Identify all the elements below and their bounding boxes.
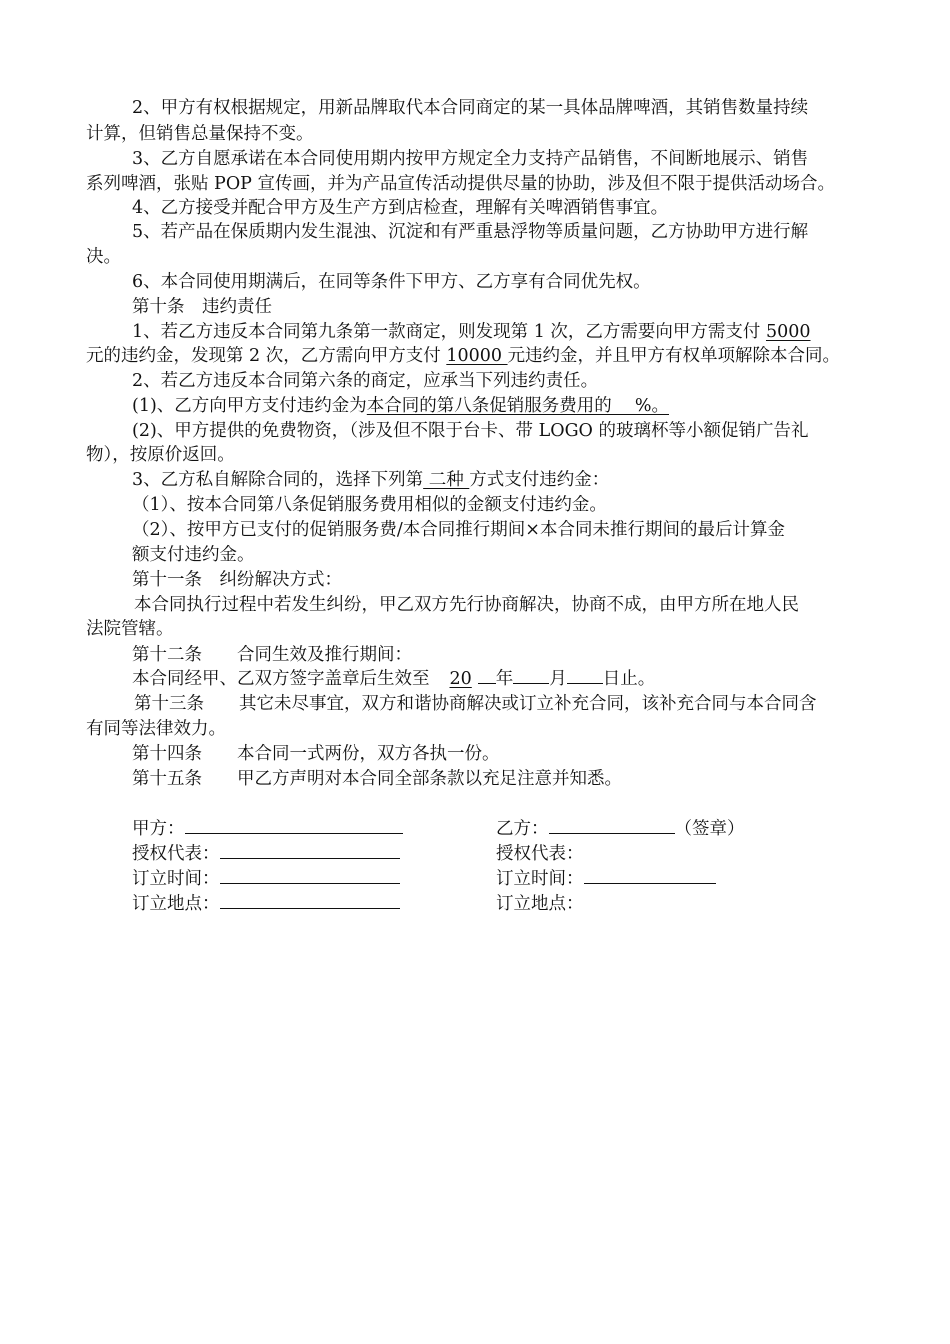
article-10-p2-item2-line2: 物），按原价返回。	[86, 445, 235, 465]
article-10-p1-text: 1、若乙方违反本合同第九条第一款商定，则发现第 1 次，乙方需要向甲方需支付	[132, 322, 766, 342]
article-10-p2-item1	[132, 394, 669, 418]
article-10-p3-item2-line1: （2）、按甲方已支付的促销服务费/本合同推行期间×本合同未推行期间的最后计算金	[132, 520, 785, 540]
p3-choice: 二种	[423, 470, 470, 490]
item1-text: (1)、乙方向甲方支付违约金为	[132, 396, 367, 416]
year-label: 年	[495, 669, 514, 689]
party-b-seal: （签章）	[674, 819, 745, 839]
party-b-date-blank	[584, 867, 716, 884]
article-10-p3	[132, 468, 609, 492]
party-b-place-label: 订立地点：	[496, 894, 584, 914]
party-a-place-row	[132, 892, 400, 916]
article-10-p2: 2、若乙方违反本合同第六条的商定，应承当下列违约责任。	[132, 371, 599, 391]
party-b-date-row	[496, 867, 716, 891]
article-12-body	[132, 667, 655, 691]
article-10-p1b-tail: 元违约金，并且甲方有权单项解除本合同。	[507, 346, 841, 366]
party-b-rep-label: 授权代表：	[496, 844, 584, 864]
month-label: 月	[549, 669, 567, 689]
article-13-line2: 有同等法律效力。	[86, 719, 226, 739]
p3-tail: 方式支付违约金：	[469, 470, 610, 490]
penalty-amount-second: 10000	[446, 346, 508, 366]
year-blank	[478, 667, 496, 684]
year-value: 20	[449, 669, 472, 689]
party-b-blank	[549, 817, 675, 834]
p3-text: 3、乙方私自解除合同的，选择下列第	[132, 470, 424, 490]
clause-4: 4、乙方接受并配合甲方及生产方到店检查，理解有关啤酒销售事宜。	[132, 198, 669, 218]
party-a-label: 甲方：	[132, 819, 185, 839]
party-a-rep-row	[132, 842, 400, 866]
party-b-row	[496, 817, 745, 841]
item1-underlined: 本合同的第八条促销服务费用的 %。	[366, 396, 669, 416]
clause-5-line1: 5、若产品在保质期内发生混浊、沉淀和有严重悬浮物等质量问题，乙方协助甲方进行解	[132, 222, 809, 242]
clause-6: 6、本合同使用期满后，在同等条件下甲方、乙方享有合同优先权。	[132, 272, 651, 292]
party-a-blank	[185, 817, 403, 834]
party-b-date-label: 订立时间：	[496, 869, 584, 889]
article-12-heading: 第十二条 合同生效及推行期间：	[132, 645, 412, 665]
article-14: 第十四条 本合同一式两份，双方各执一份。	[132, 744, 500, 764]
article-10-p1-line2	[86, 344, 840, 368]
party-a-date-label: 订立时间：	[132, 869, 220, 889]
article-10-p2-item2-line1: (2)、甲方提供的免费物资，（涉及但不限于台卡、带 LOGO 的玻璃杯等小额促销广告礼	[132, 421, 809, 441]
article-10-p1b-text: 元的违约金，发现第 2 次，乙方需向甲方支付	[86, 346, 447, 366]
party-b-rep-row	[496, 842, 584, 866]
party-a-row	[132, 817, 403, 841]
article-11-line1: 本合同执行过程中若发生纠纷，甲乙双方先行协商解决，协商不成，由甲方所在地人民	[134, 595, 799, 615]
clause-2-line1: 2、甲方有权根据规定，用新品牌取代本合同商定的某一具体品牌啤酒，其销售数量持续	[132, 98, 809, 118]
clause-5-line2: 决。	[86, 247, 121, 267]
party-a-rep-blank	[220, 842, 400, 859]
article-10-p1-line1	[132, 320, 811, 344]
day-blank	[567, 667, 603, 684]
article-10-p3-item1: （1）、按本合同第八条促销服务费用相似的金额支付违约金。	[132, 495, 607, 515]
party-a-date-row	[132, 867, 400, 891]
article-12-text: 本合同经甲、乙双方签字盖章后生效至	[132, 669, 430, 689]
party-a-place-label: 订立地点：	[132, 894, 220, 914]
party-a-rep-label: 授权代表：	[132, 844, 220, 864]
article-11-heading: 第十一条 纠纷解决方式：	[132, 570, 342, 590]
party-b-label: 乙方：	[496, 819, 549, 839]
article-10-heading: 第十条 违约责任	[132, 297, 272, 317]
article-13-line1: 第十三条 其它未尽事宜，双方和谐协商解决或订立补充合同，该补充合同与本合同含	[134, 694, 817, 714]
party-a-date-blank	[220, 867, 400, 884]
day-label: 日止。	[602, 669, 656, 689]
party-a-place-blank	[220, 892, 400, 909]
article-11-line2: 法院管辖。	[86, 619, 174, 639]
clause-3-line1: 3、乙方自愿承诺在本合同使用期内按甲方规定全力支持产品销售，不间断地展示、销售	[132, 149, 809, 169]
article-10-p3-item2-line2: 额支付违约金。	[132, 545, 255, 565]
month-blank	[513, 667, 549, 684]
penalty-amount-first: 5000	[765, 322, 811, 342]
article-15: 第十五条 甲乙方声明对本合同全部条款以充足注意并知悉。	[132, 769, 622, 789]
party-b-place-row	[496, 892, 584, 916]
clause-2-line2: 计算，但销售总量保持不变。	[86, 124, 314, 144]
clause-3-line2: 系列啤酒，张贴 POP 宣传画，并为产品宣传活动提供尽量的协助，涉及但不限于提供活动场合。	[86, 174, 836, 194]
